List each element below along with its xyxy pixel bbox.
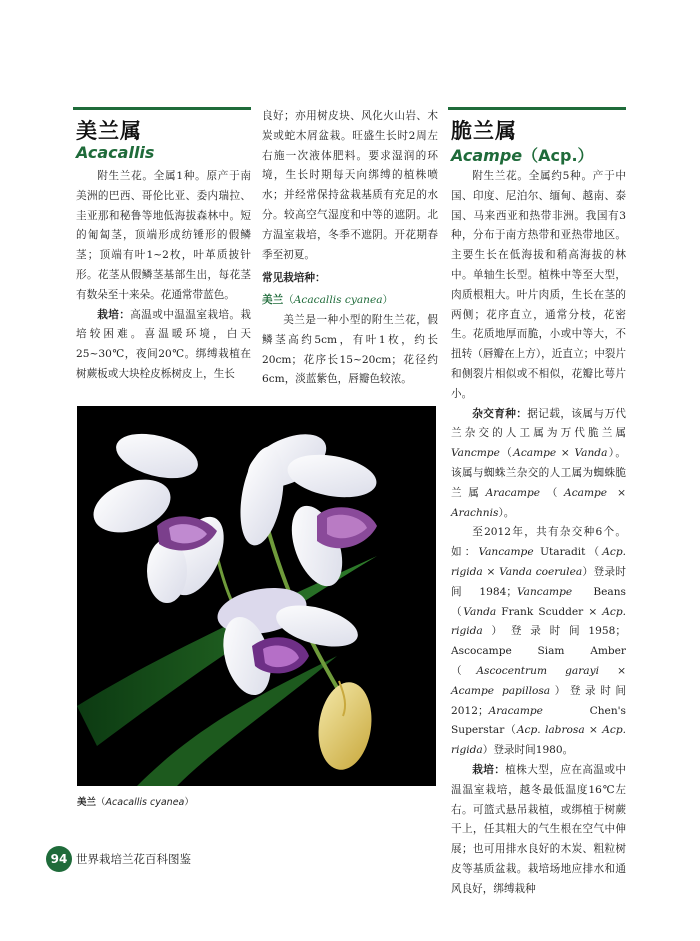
middle-column-text — [262, 107, 438, 390]
hybrid-4-parents: Acp. labrosa × Acp. rigida — [451, 724, 626, 757]
hybrid-1-grex: Utaradit（ — [533, 546, 603, 559]
hybrid-2-genus: Vancampe — [516, 585, 573, 598]
genus-title-acampe-cn: 脆兰属 — [451, 118, 517, 143]
caption-paren-open: （ — [96, 797, 106, 808]
vancampe-genus: Vancmpe — [451, 447, 500, 460]
orchid-photo — [77, 406, 436, 786]
hybrid-4-genus: Aracampe — [488, 704, 543, 717]
acacallis-cultivation — [76, 306, 251, 385]
hybrid-1-parents: Acp. rigida × Vanda coerulea — [451, 546, 626, 578]
hybrid-4-reg: ）登录时间1980。 — [482, 744, 574, 757]
aracampe-formula: Acampe × Arachnis — [451, 486, 627, 519]
genus-acampe-abbr: （Acp.） — [522, 146, 594, 165]
species-heading — [262, 291, 438, 311]
species-paren-close: ） — [382, 294, 394, 307]
genus-acampe-latin-name: Acampe — [451, 146, 523, 165]
hybrid-3-parents: Ascocentrum garayi × Acampe papillosa — [451, 664, 627, 697]
caption-cn: 美兰 — [77, 797, 97, 808]
aracampe-genus: Aracampe — [485, 486, 541, 499]
caption-latin: Acacallis cyanea — [105, 797, 185, 808]
right-column-text — [451, 167, 626, 899]
hybrid-2-parent-2: Acp. rigida — [451, 605, 626, 638]
acampe-cultivation — [451, 761, 626, 900]
cultivation-text: 高温或中温温室栽培。栽培较困难。喜温暖环境，白天25~30℃，夜间20℃。绑缚栽植在树蕨板或大块栓皮栎树皮上，生长 — [76, 308, 252, 380]
hybrid-2-mid: Frank Scudder × — [496, 605, 603, 618]
orchid-illustration — [77, 406, 436, 786]
hybrid-text-d: （ — [540, 486, 565, 499]
genus-title-acampe-latin — [451, 143, 594, 166]
hybrid-text-a: 据记载，该属与万代兰杂交的人工属为万代脆兰属 — [451, 407, 627, 440]
hybrid-2-grex: Beans（ — [451, 585, 626, 618]
page-number-badge: 94 — [46, 846, 72, 872]
species-paren-open: （ — [283, 294, 294, 307]
book-title: 世界栽培兰花百科图鉴 — [76, 852, 191, 866]
acampe-description: 附生兰花。全属约5种。产于中国、印度、尼泊尔、缅甸、越南、泰国、马来西亚和热带非洲。我国有3种，分布于南方热带和亚热带地区。主要生长在低海拔和稍高海拔的林中。单轴生长型。植株中等至大型，肉质根粗大。叶片肉质，生长在茎的两侧；花序直立，通常分枝，花密生。花质地厚而脆，小或中等大，不扭转（唇瓣在上方），近直立；中裂片和侧裂片相似或不相似，花瓣比萼片小。 — [451, 170, 626, 400]
vancampe-formula: Acampe × Vanda — [513, 447, 608, 460]
hybrid-2-reg: ）登录时间1958；Ascocampe Siam Amber（ — [451, 625, 626, 677]
hybrid-2-parent-1-genus: Vanda — [463, 605, 497, 618]
hybrid-label: 杂交育种： — [472, 407, 528, 420]
acampe-hybrid-list — [451, 523, 626, 761]
species-name-cn: 美兰 — [262, 294, 284, 307]
hybrid-text-b: （ — [499, 447, 514, 460]
hybrid-text-c: ）。该属与蜘蛛兰杂交的人工属为蜘蛛脆兰属 — [451, 447, 627, 499]
right-section-rule — [448, 107, 626, 110]
hybrid-list-intro: 至2012年，共有杂交种6个。如： — [451, 526, 626, 559]
species-name-latin: Acacallis cyanea — [293, 294, 383, 307]
common-species-heading: 常见栽培种： — [262, 272, 326, 285]
acampe-cultivation-label: 栽培： — [472, 763, 506, 776]
photo-caption — [77, 794, 194, 808]
acacallis-description: 附生兰花。全属1种。原产于南美洲的巴西、哥伦比亚、委内瑞拉、圭亚那和秘鲁等地低海拔森林中。短的匍匐茎，顶端形成纺锤形的假鳞茎；顶端有叶1~2枚，叶革质披针形。花茎从假鳞茎基部生出，每花茎有数朵至十来朵。花通常带蓝色。 — [76, 170, 251, 301]
cultivation-label: 栽培： — [97, 308, 131, 321]
acacallis-cultivation-cont: 良好；亦用树皮块、风化火山岩、木炭或蛇木屑盆栽。旺盛生长时2周左右施一次液体肥料。要求湿润的环境，生长时期每天向绑缚的植株喷水；并经常保持盆栽基质有充足的水分。较高空气湿度和中等的遮阴。北方温室栽培，冬季不遮阴。开花期春季至初夏。 — [262, 110, 438, 261]
genus-title-acacallis-cn: 美兰属 — [76, 118, 142, 143]
hybrid-text-e: ）。 — [498, 506, 515, 519]
genus-title-acacallis-latin: Acacallis — [76, 143, 155, 162]
hybrid-3-reg: ）登录时间2012； — [451, 684, 626, 717]
left-column-text — [76, 167, 251, 385]
left-section-rule — [73, 107, 251, 110]
acampe-cultivation-text: 植株大型，应在高温或中温温室栽培，越冬最低温度16℃左右。可篮式悬吊栽植，或绑植于树蕨干上，任其粗大的气生根在空气中伸展；也可用排水良好的木炭、粗粒树皮等基质盆栽。栽培场地应排水和通风良好，绑缚栽种 — [451, 763, 627, 895]
acampe-hybrid-breeding — [451, 405, 626, 524]
hybrid-4-grex: Chen's Superstar（ — [451, 704, 626, 737]
caption-paren-close: ） — [184, 797, 194, 808]
hybrid-1-genus: Vancampe — [478, 546, 534, 559]
species-description: 美兰是一种小型的附生兰花，假鳞茎高约5cm，有叶1枚，约长20cm；花序长15~20cm；花径约6cm，淡蓝紫色，唇瓣色较浓。 — [262, 313, 438, 386]
hybrid-1-reg: ）登录时间1984； — [451, 565, 626, 598]
